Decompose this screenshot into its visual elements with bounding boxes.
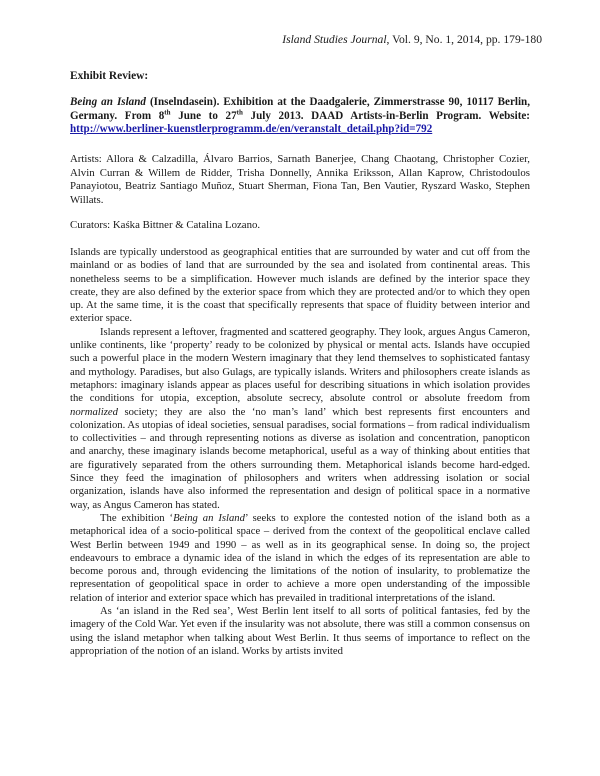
paragraph-text: society; they are also the ‘no man’s land’ which best represents first encounters and colonization. As utopias of ideal societies, sensual paradises, social formations – from radical individualism to collectivities – and through representing notions as diverse as isolation and concentration, panopticon and anarchy, these imaginary islands become metaphorical, useful as a way of thinking about entities that are figuratively separated from the others surrounding them. Metaphorical islands become hard-edged. Since they feed the imagination of philosophers and writers when addressing isolation or social organization, islands have also informed the representation and design of political space in a normative way, as Angus Cameron has stated. xyxy=(70,406,530,511)
emphasis: normalized xyxy=(70,406,118,418)
section-heading: Exhibit Review: xyxy=(70,70,149,82)
journal-name: Island Studies Journal xyxy=(282,33,387,46)
running-head xyxy=(282,33,542,46)
exhibit-title: Being an Island xyxy=(70,96,146,108)
emphasis: Being an Island xyxy=(173,512,245,524)
review-body xyxy=(70,246,530,658)
ordinal-suffix: th xyxy=(164,107,171,116)
paragraph: As ‘an island in the Red sea’, West Berlin lent itself to all sorts of political fantasies, fed by the imagery of the Cold War. Yet even if the insularity was not absolute, there was still a common consensus on using the island metaphor when talking about West Berlin. It thus seems of importance to reflect on the appropriation of the notion of an island. Works by artists invited xyxy=(70,606,530,657)
journal-citation: , Vol. 9, No. 1, 2014, pp. 179-180 xyxy=(386,33,542,46)
paragraph-text: The exhibition ‘ xyxy=(100,512,174,524)
exhibit-details-text: July 2013. DAAD Artists-in-Berlin Program. Website: xyxy=(242,109,531,122)
artists-list: Artists: Allora & Calzadilla, Álvaro Barrios, Sarnath Banerjee, Chang Chaotang, Christopher Cozier, Alvin Curran & Willem de Ridder, Trisha Donnelly, Annika Eriksson, Allan Kaprow, Christodoulos Panayiotou, Beatriz Santiago Muñoz, Stuart Sherman, Fiona Tan, Ben Vautier, Ryszard Wasko, Stephen Willats. xyxy=(70,153,530,207)
exhibit-details-text: (Inselndasein). Exhibition at the Daadgalerie, Zimmerstrasse 90, 10117 Berlin, Germany. From 8 xyxy=(70,96,531,122)
paragraph xyxy=(70,326,530,512)
paragraph xyxy=(70,512,530,605)
website-link[interactable]: http://www.berliner-kuenstlerprogramm.de/en/veranstalt_detail.php?id=792 xyxy=(70,123,433,136)
exhibit-details xyxy=(70,96,530,137)
paragraph-text: Islands represent a leftover, fragmented and scattered geography. They look, argues Angus Cameron, unlike continents, like ‘property’ ready to be colonized by physical or mental acts. Islands have occupied such a powerful place in the modern Western imaginary that they lend themselves to sophisticated fantasy and mythology. Paradises, but also Gulags, are typically islands. Writers and philosophers create islands as metaphors: imaginary islands appear as places useful for describing situations in which isolation provides the conditions for utopia, exception, absolute secrecy, absolute control or absolute freedom from xyxy=(70,326,530,405)
exhibit-details-text: June to 27 xyxy=(170,109,237,122)
paragraph-text: ’ seeks to explore the contested notion of the island both as a metaphorical idea of a socio-political space – derived from the context of the geopolitical enclave called West Berlin between 1949 and 1990 – as well as in its geographical sense. In doing so, the project endeavours to embrace a dynamic idea of the island in which the edges of its representation are able to become porous and, through evidencing the limitations of the notion of insularity, to problematize the representation of geopolitical space in order to achieve a more open understanding of the impossible relation of interior and exterior space which has prevailed in traditional interpretations of the island. xyxy=(70,512,530,604)
ordinal-suffix: th xyxy=(236,107,243,116)
curators-line: Curators: Kaśka Bittner & Catalina Lozano. xyxy=(70,219,261,231)
paragraph: Islands are typically understood as geographical entities that are surrounded by water and cut off from the mainland or as bodies of land that are surrounded by the sea and isolated from continental areas. This nonetheless seems to be a simplification. However much islands are defined by the interior space they create, they are also defined by the exterior space from which they are protected and/or to which they open up. At the same time, it is the coast that specifically represents that space of fluidity between interior and exterior space. xyxy=(70,247,530,325)
